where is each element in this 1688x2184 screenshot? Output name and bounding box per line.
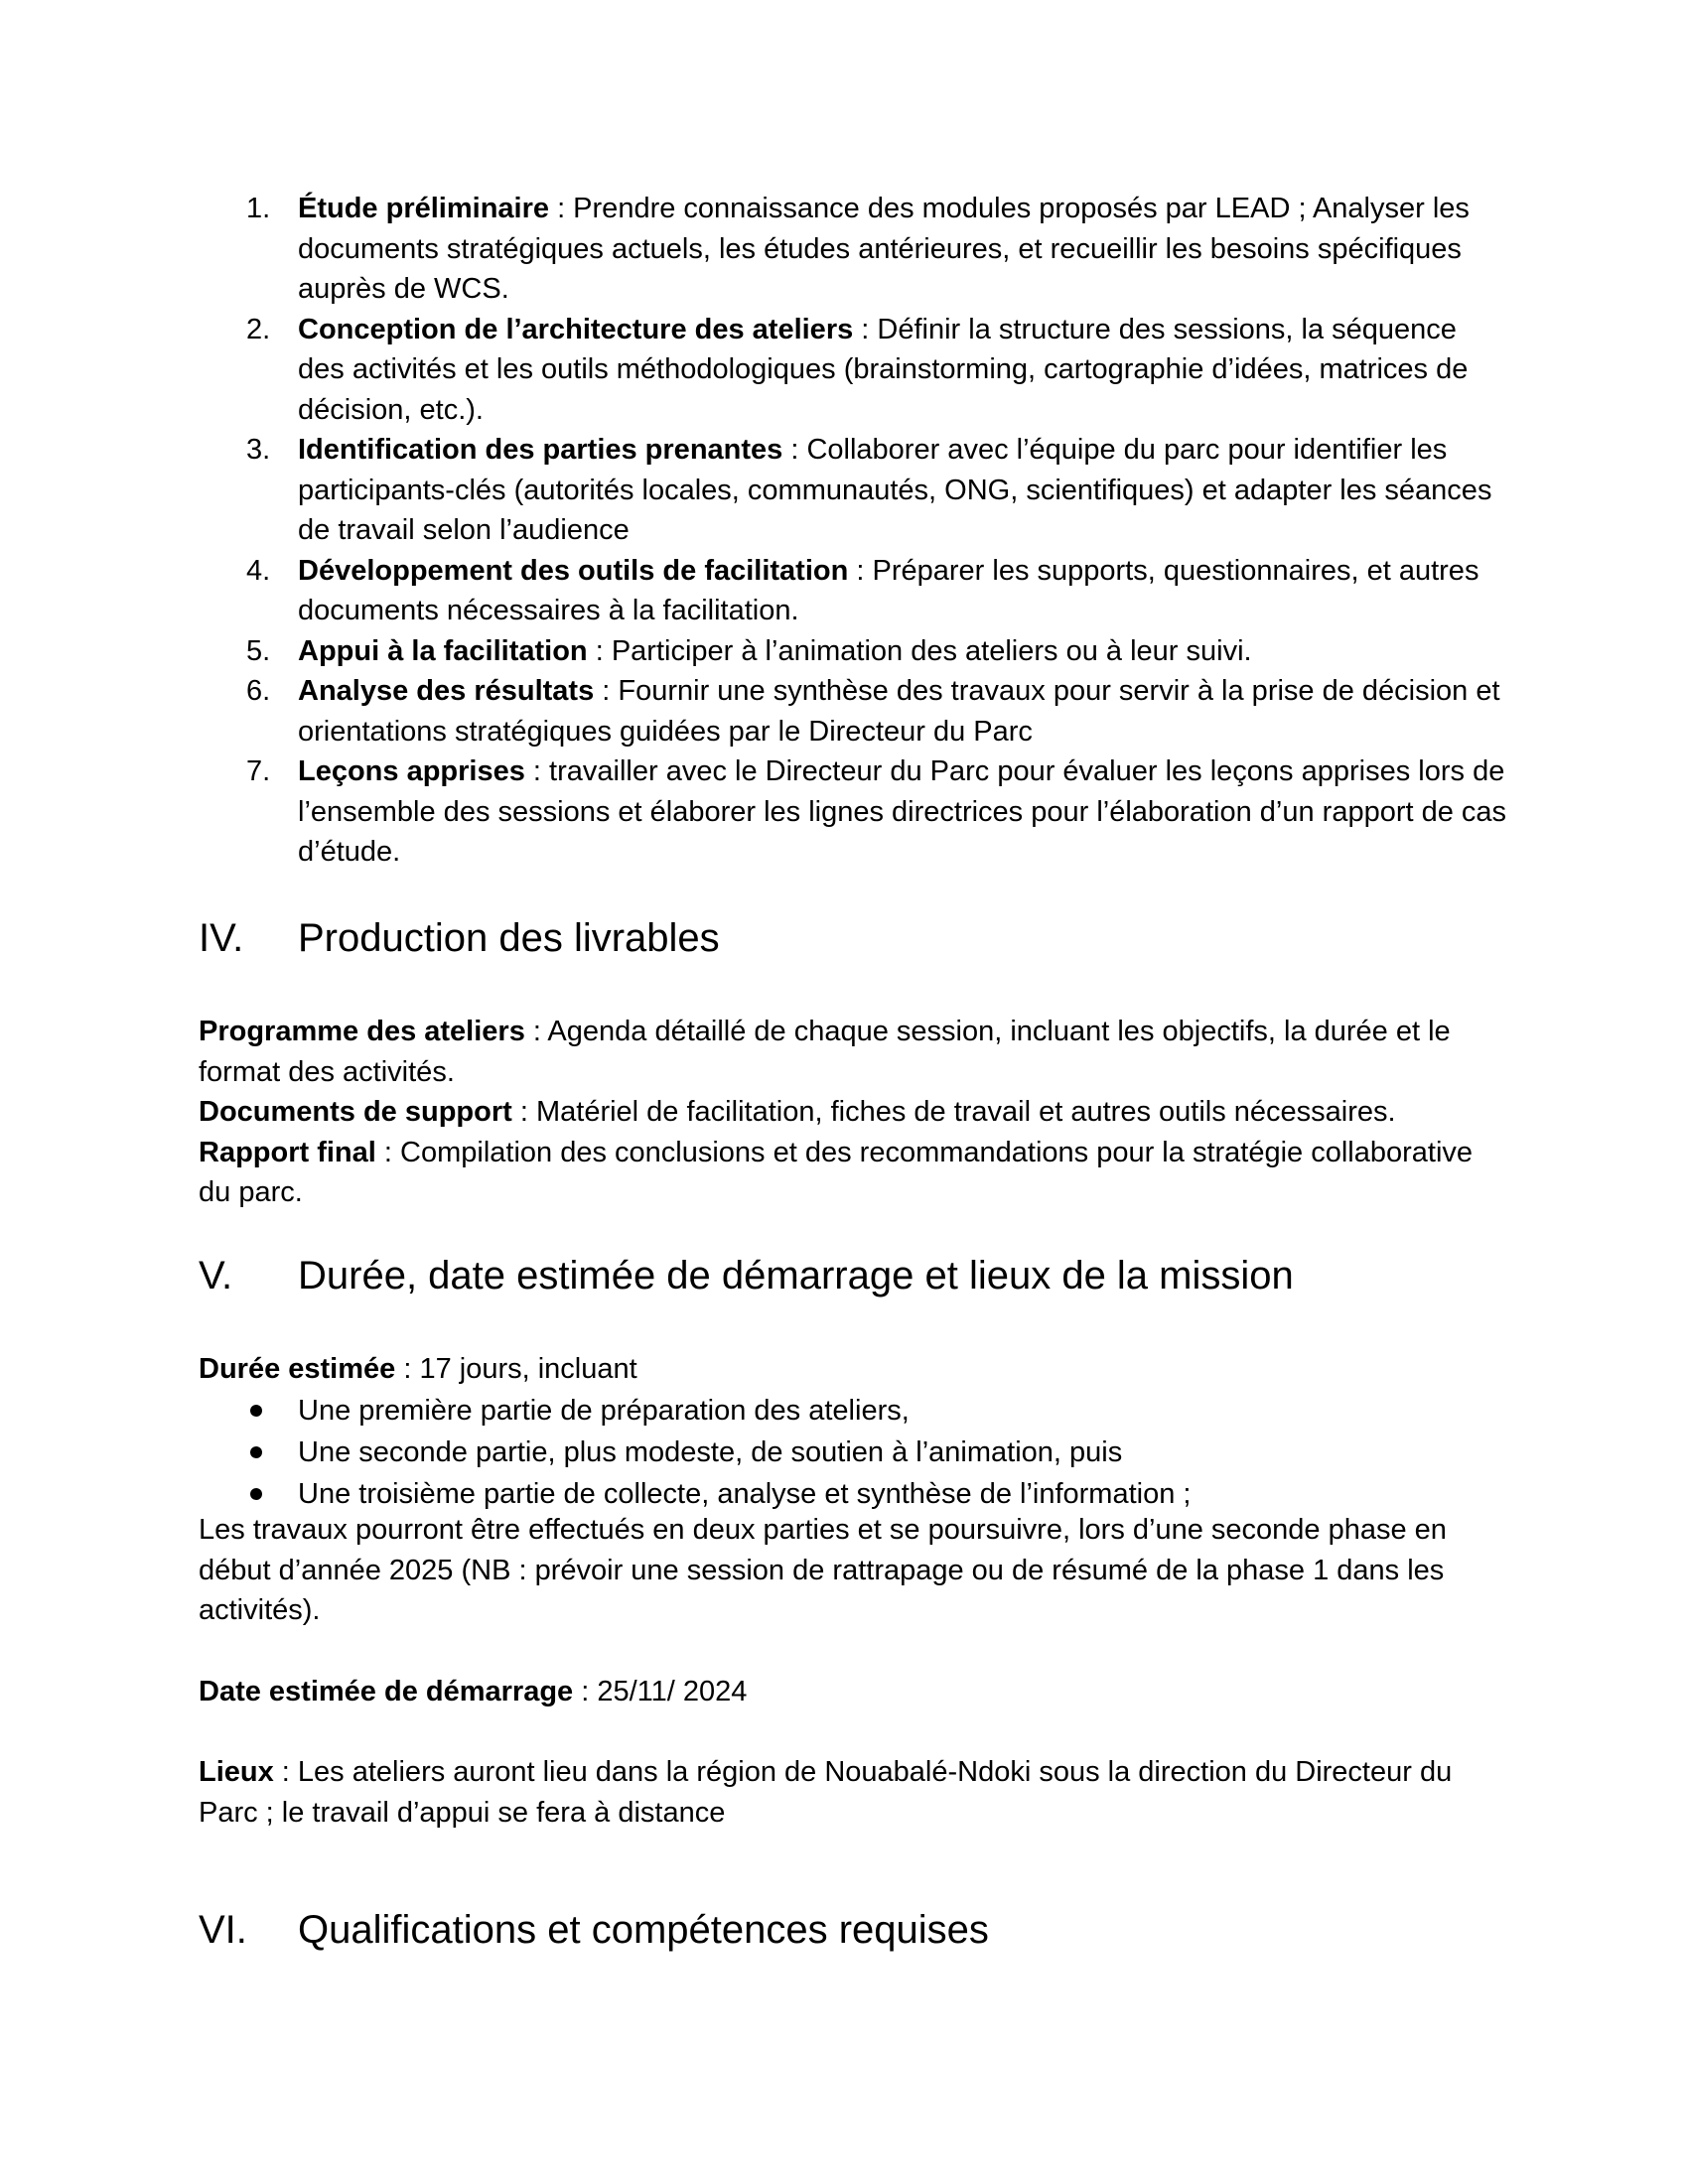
bullet-icon <box>250 1488 262 1500</box>
duration-line <box>199 1349 1509 1390</box>
list-number: 2. <box>246 313 271 345</box>
bullet-icon <box>250 1446 262 1458</box>
list-number: 5. <box>246 634 271 667</box>
list-number: 4. <box>246 554 271 587</box>
list-number: 7. <box>246 755 271 787</box>
step-text: : Collaborer avec l’équipe du parc pour identifier les participants-clés (autorités locales, communautés, ONG, scientifiques) et adapter les séances de travail selon l’audience <box>298 434 1492 546</box>
bullet-item <box>199 1473 1509 1515</box>
phase-note: Les travaux pourront être effectués en deux parties et se poursuivre, lors d’une seconde phase en début d’année 2025 (NB : prévoir une session de rattrapage ou de résumé de la phase 1 dans les activités). <box>199 1514 1447 1626</box>
step-title: Leçons apprises <box>298 755 525 787</box>
bullet-text: Une première partie de préparation des ateliers, <box>298 1395 910 1427</box>
step-title: Appui à la facilitation <box>298 634 588 667</box>
step-title: Développement des outils de facilitation <box>298 554 849 587</box>
location-line <box>199 1752 1509 1833</box>
deliverable-text: : Compilation des conclusions et des recommandations pour la stratégie collaborative du parc. <box>199 1136 1474 1208</box>
deliverable-text: : Agenda détaillé de chaque session, incluant les objectifs, la durée et le format des activités. <box>199 1016 1451 1088</box>
section-title: Durée, date estimée de démarrage et lieux de la mission <box>298 1254 1294 1297</box>
location-text: : Les ateliers auront lieu dans la région de Nouabalé-Ndoki sous la direction du Directeur du Parc ; le travail d’appui se fera à distance <box>199 1756 1453 1829</box>
list-item <box>199 631 1509 672</box>
section-heading-vi <box>199 1905 989 1955</box>
methodology-steps-list <box>199 189 1509 873</box>
bullet-icon <box>250 1405 262 1417</box>
step-title: Étude préliminaire <box>298 193 550 224</box>
deliverable-text: : Matériel de facilitation, fiches de travail et autres outils nécessaires. <box>511 1096 1396 1128</box>
list-item <box>199 551 1509 631</box>
deliverable-label: Programme des ateliers <box>199 1016 525 1047</box>
deliverable-label: Rapport final <box>199 1136 376 1168</box>
list-item <box>199 671 1509 751</box>
list-number: 6. <box>246 675 271 707</box>
step-text: : travailler avec le Directeur du Parc pour évaluer les leçons apprises lors de l’ensemble des sessions et élaborer les lignes directrices pour l’élaboration d’un rapport de cas d’étude. <box>298 755 1507 868</box>
start-date-text: : 25/11/ 2024 <box>573 1676 748 1707</box>
step-title: Analyse des résultats <box>298 675 595 707</box>
section-number: VI. <box>199 1908 247 1952</box>
deliverable-item <box>199 1012 1509 1092</box>
list-item <box>199 751 1509 873</box>
step-text: : Définir la structure des sessions, la séquence des activités et les outils méthodologiques (brainstorming, cartographie d’idées, matrices de décision, etc.). <box>298 313 1469 426</box>
deliverable-item <box>199 1092 1509 1133</box>
duration-bullet-list <box>199 1390 1509 1515</box>
deliverable-label: Documents de support <box>199 1096 512 1128</box>
list-item <box>199 189 1509 310</box>
deliverables-block <box>199 1012 1509 1213</box>
section-number: IV. <box>199 916 244 960</box>
list-number: 1. <box>246 193 271 224</box>
section-heading-v <box>199 1251 1294 1300</box>
bullet-text: Une seconde partie, plus modeste, de soutien à l’animation, puis <box>298 1436 1123 1468</box>
location-label: Lieux <box>199 1756 274 1788</box>
step-text: : Prendre connaissance des modules proposés par LEAD ; Analyser les documents stratégiques actuels, les études antérieures, et recueillir les besoins spécifiques auprès de WCS. <box>298 193 1470 305</box>
duration-text: : 17 jours, incluant <box>395 1353 637 1385</box>
start-date-line <box>199 1672 1509 1712</box>
section-title: Qualifications et compétences requises <box>298 1908 989 1952</box>
step-title: Conception de l’architecture des ateliers <box>298 313 854 345</box>
list-item <box>199 430 1509 551</box>
section-heading-iv <box>199 913 720 963</box>
step-title: Identification des parties prenantes <box>298 434 783 466</box>
list-number: 3. <box>246 434 271 466</box>
deliverable-item <box>199 1133 1509 1213</box>
section-number: V. <box>199 1254 233 1297</box>
step-text: : Participer à l’animation des ateliers ou à leur suivi. <box>587 634 1252 667</box>
step-text: : Préparer les supports, questionnaires, et autres documents nécessaires à la facilitation. <box>298 554 1479 626</box>
step-text: : Fournir une synthèse des travaux pour servir à la prise de décision et orientations stratégiques guidées par le Directeur du Parc <box>298 675 1500 748</box>
bullet-item <box>199 1390 1509 1432</box>
bullet-text: Une troisième partie de collecte, analyse et synthèse de l’information ; <box>298 1478 1192 1510</box>
list-item <box>199 310 1509 431</box>
start-date-label: Date estimée de démarrage <box>199 1676 574 1707</box>
duration-label: Durée estimée <box>199 1353 396 1385</box>
bullet-item <box>199 1432 1509 1473</box>
section-title: Production des livrables <box>298 916 720 960</box>
